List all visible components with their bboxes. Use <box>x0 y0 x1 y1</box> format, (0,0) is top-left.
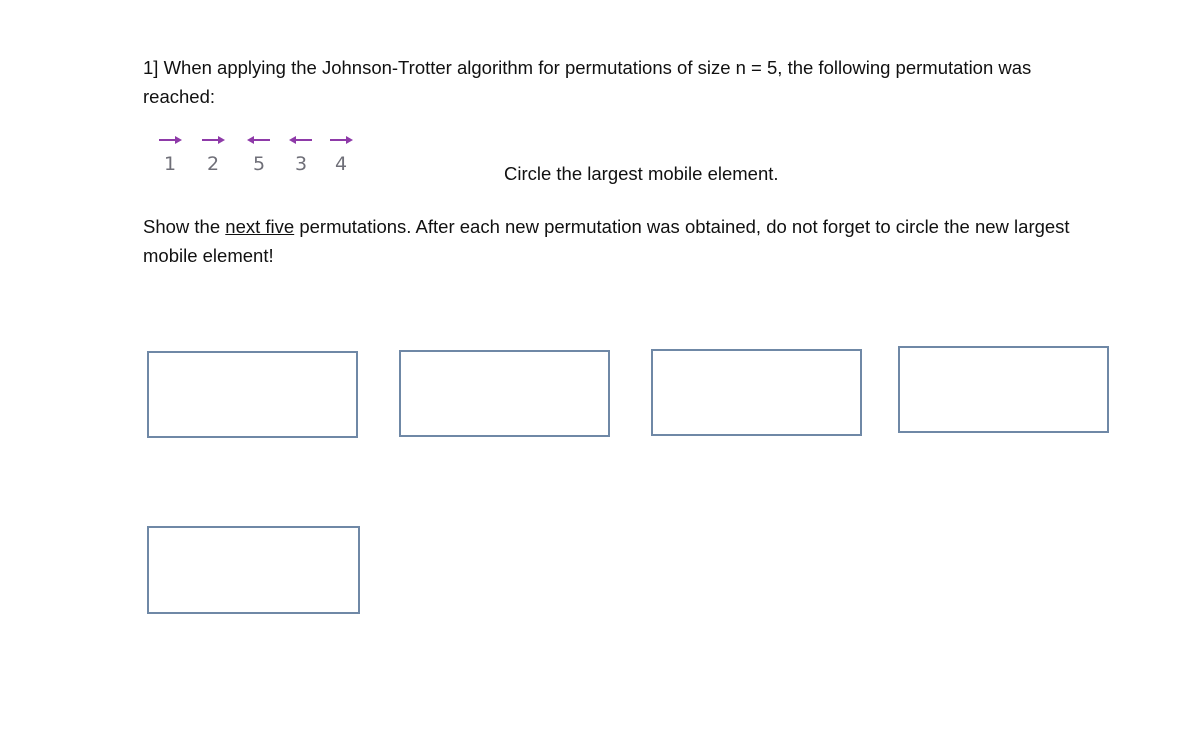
instruction-suffix: permutations. After each new permutation was obtained, do not forget to circle the new largest mobile element! <box>143 216 1070 266</box>
instruction-underlined: next five <box>225 216 295 237</box>
answer-box-2[interactable] <box>399 350 610 437</box>
permutation-display <box>150 128 380 188</box>
answer-box-1[interactable] <box>147 351 358 438</box>
instruction-text <box>143 212 1103 270</box>
answer-box-4[interactable] <box>898 346 1109 433</box>
arrow-left-icon <box>244 134 274 146</box>
permutation-element <box>244 128 274 188</box>
circle-instruction: Circle the largest mobile element. <box>504 163 779 184</box>
permutation-digit: 4 <box>334 153 348 175</box>
arrow-right-icon <box>198 134 228 146</box>
permutation-digit: 1 <box>163 153 177 175</box>
permutation-element <box>286 128 316 188</box>
instruction-prefix: Show the <box>143 216 226 237</box>
permutation-digit: 2 <box>206 153 220 175</box>
permutation-digit: 3 <box>294 153 308 175</box>
question-text: 1] When applying the Johnson-Trotter algorithm for permutations of size n = 5, the following permutation was reached: <box>143 57 1032 107</box>
answer-box-5[interactable] <box>147 526 360 614</box>
arrow-right-icon <box>326 134 356 146</box>
arrow-left-icon <box>286 134 316 146</box>
permutation-element <box>326 128 356 188</box>
answer-box-3[interactable] <box>651 349 862 436</box>
permutation-digit: 5 <box>252 153 266 175</box>
arrow-right-icon <box>155 134 185 146</box>
permutation-element <box>155 128 185 188</box>
permutation-element <box>198 128 228 188</box>
